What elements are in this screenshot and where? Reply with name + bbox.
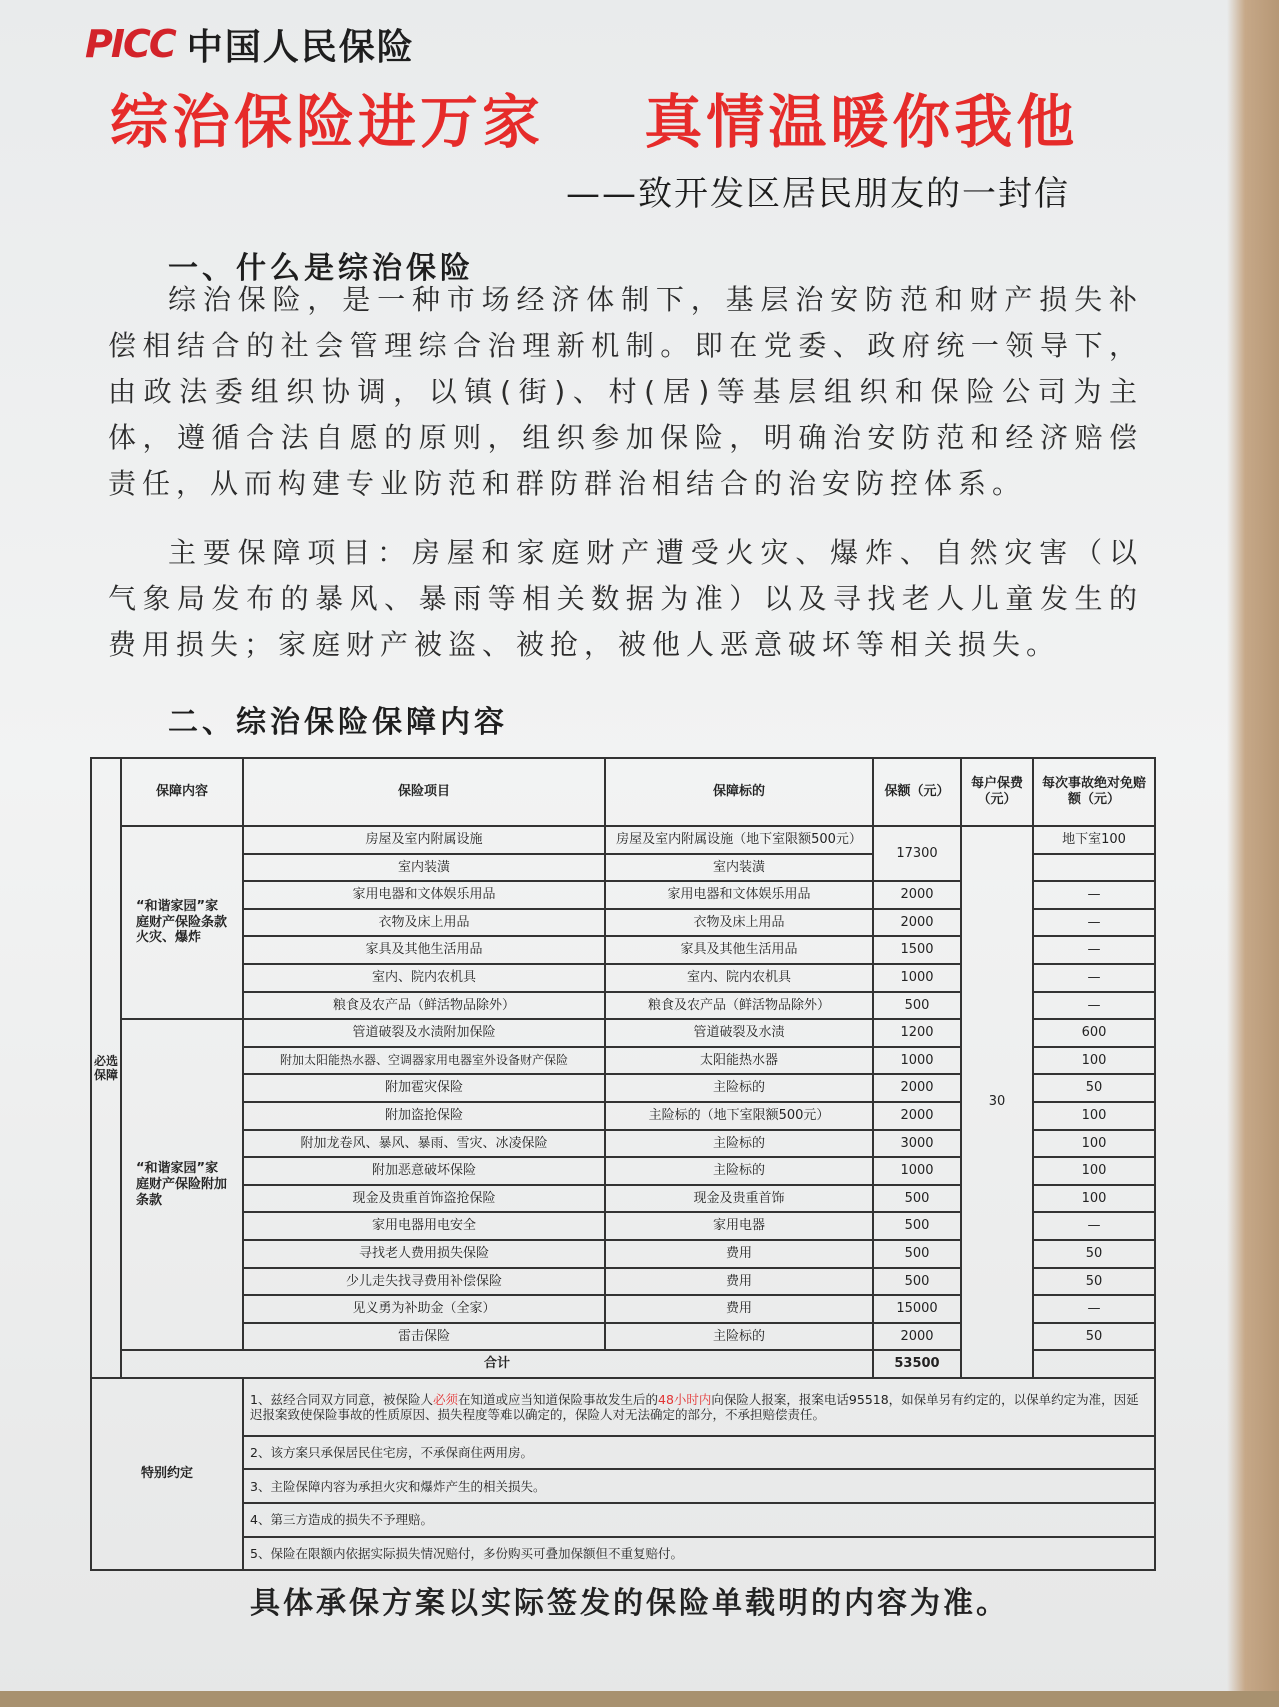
footer-note: 具体承保方案以实际签发的保险单载明的内容为准。 [250, 1586, 1009, 1621]
subject-cell: 家用电器 [605, 1212, 873, 1240]
amount-cell: 2000 [873, 881, 961, 909]
deductible-cell: — [1033, 1295, 1155, 1323]
note1-text-e: 向保险人报案，报案电话95518，如保单另有约定的，以保单约定为准，因延迟报案致使保险事故的性质原因、损失程度等难以确定的，保险人对无法确定的部分，不承担赔偿责任。 [250, 1391, 1139, 1422]
subject-cell: 太阳能热水器 [605, 1047, 873, 1075]
item-cell: 管道破裂及水渍附加保险 [243, 1019, 605, 1047]
amount-cell: 500 [873, 992, 961, 1020]
item-cell: 少儿走失找寻费用补偿保险 [243, 1268, 605, 1296]
amount-cell: 1000 [873, 1157, 961, 1185]
item-cell: 室内、院内农机具 [243, 964, 605, 992]
subject-cell: 主险标的 [605, 1323, 873, 1351]
company-name: 中国人民保险 [186, 26, 415, 68]
subject-cell: 家具及其他生活用品 [605, 936, 873, 964]
coverage-table-wrap [90, 757, 1154, 1561]
subject-cell: 衣物及床上用品 [605, 909, 873, 937]
item-cell: 见义勇为补助金（全家） [243, 1295, 605, 1323]
deductible-cell: 50 [1033, 1323, 1155, 1351]
background-wood-bottom [0, 1691, 1279, 1707]
deductible-cell: 600 [1033, 1019, 1155, 1047]
deductible-cell: — [1033, 992, 1155, 1020]
picc-logo: PICC [85, 22, 175, 66]
subject-cell: 费用 [605, 1240, 873, 1268]
item-cell: 附加龙卷风、暴风、暴雨、雪灾、冰凌保险 [243, 1130, 605, 1158]
special-note-4: 4、第三方造成的损失不予理赔。 [243, 1503, 1155, 1537]
note1-highlight-48h: 48小时内 [658, 1391, 712, 1407]
deductible-cell [1033, 1350, 1155, 1378]
section2-title: 二、综治保险保障内容 [168, 705, 508, 740]
header-item: 保险项目 [243, 758, 605, 826]
amount-cell: 2000 [873, 1074, 961, 1102]
deductible-cell: 100 [1033, 1130, 1155, 1158]
section1-paragraph-2: 主要保障项目：房屋和家庭财产遭受火灾、爆炸、自然灾害（以气象局发布的暴风、暴雨等相关数据为准）以及寻找老人儿童发生的费用损失；家庭财产被盗、被抢，被他人恶意破坏等相关损失。 [108, 536, 1143, 661]
note1-highlight-must: 必须 [432, 1391, 458, 1407]
header-subject: 保障标的 [605, 758, 873, 826]
amount-cell: 2000 [873, 1323, 961, 1351]
brand-logo [85, 18, 415, 70]
subject-cell: 费用 [605, 1295, 873, 1323]
deductible-cell: 50 [1033, 1074, 1155, 1102]
headline-left: 综治保险进万家 [110, 88, 545, 156]
subject-cell: 主险标的（地下室限额500元） [605, 1102, 873, 1130]
amount-cell: 2000 [873, 1102, 961, 1130]
item-cell: 家用电器和文体娱乐用品 [243, 881, 605, 909]
subject-cell: 主险标的 [605, 1157, 873, 1185]
special-label: 特别约定 [91, 1378, 243, 1570]
note1-text-c: 在知道或应当知道保险事故发生后的 [457, 1391, 658, 1407]
subject-cell: 粮食及农产品（鲜活物品除外） [605, 992, 873, 1020]
deductible-cell: — [1033, 909, 1155, 937]
item-cell: 房屋及室内附属设施 [243, 826, 605, 854]
amount-cell: 500 [873, 1268, 961, 1296]
deductible-cell: — [1033, 964, 1155, 992]
subject-cell: 管道破裂及水渍 [605, 1019, 873, 1047]
special-note-1 [243, 1378, 1155, 1436]
subject-cell: 室内、院内农机具 [605, 964, 873, 992]
section1-title: 一、什么是综治保险 [168, 251, 474, 286]
item-cell: 室内装潢 [243, 854, 605, 882]
deductible-cell: 50 [1033, 1240, 1155, 1268]
note-row [91, 1436, 1155, 1470]
item-cell: 现金及贵重首饰盗抢保险 [243, 1185, 605, 1213]
item-cell: 粮食及农产品（鲜活物品除外） [243, 992, 605, 1020]
subject-cell: 室内装潢 [605, 854, 873, 882]
subject-cell: 房屋及室内附属设施（地下室限额500元） [605, 826, 873, 854]
amount-cell: 1500 [873, 936, 961, 964]
headline-right: 真情温暖你我他 [644, 88, 1079, 156]
deductible-cell: 100 [1033, 1185, 1155, 1213]
subtitle: ——致开发区居民朋友的一封信 [566, 174, 1070, 214]
item-cell: 寻找老人费用损失保险 [243, 1240, 605, 1268]
amount-cell: 3000 [873, 1130, 961, 1158]
header-premium: 每户保费（元） [961, 758, 1033, 826]
deductible-cell: — [1033, 881, 1155, 909]
deductible-cell: — [1033, 936, 1155, 964]
item-cell: 附加雹灾保险 [243, 1074, 605, 1102]
section1-paragraph-1: 综治保险，是一种市场经济体制下，基层治安防范和财产损失补偿相结合的社会管理综合治理新机制。即在党委、政府统一领导下，由政法委组织协调，以镇(街)、村(居)等基层组织和保险公司为主体，遵循合法自愿的原则，组织参加保险，明确治安防范和经济赔偿责任，从而构建专业防范和群防群治相结合的治安防控体系。 [108, 283, 1143, 500]
background-wood [1227, 0, 1279, 1707]
subject-cell: 现金及贵重首饰 [605, 1185, 873, 1213]
subject-cell: 费用 [605, 1268, 873, 1296]
coverage-table [90, 757, 1156, 1571]
deductible-cell: 100 [1033, 1047, 1155, 1075]
special-note-2: 2、该方案只承保居民住宅房，不承保商住两用房。 [243, 1436, 1155, 1470]
item-cell: 附加恶意破坏保险 [243, 1157, 605, 1185]
deductible-cell [1033, 854, 1155, 882]
deductible-cell: 地下室100 [1033, 826, 1155, 854]
table-row [91, 826, 1155, 854]
header-amount: 保额（元） [873, 758, 961, 826]
note-row [91, 1378, 1155, 1436]
item-cell: 家用电器用电安全 [243, 1212, 605, 1240]
required-label: 必选保障 [91, 758, 121, 1378]
subject-cell: 主险标的 [605, 1130, 873, 1158]
total-value: 53500 [873, 1350, 961, 1378]
subject-cell: 家用电器和文体娱乐用品 [605, 881, 873, 909]
group1-label: “和谐家园”家庭财产保险条款火灾、爆炸 [121, 826, 243, 1019]
amount-cell: 1000 [873, 1047, 961, 1075]
header-deductible: 每次事故绝对免赔额（元） [1033, 758, 1155, 826]
total-label: 合计 [121, 1350, 873, 1378]
deductible-cell: 50 [1033, 1268, 1155, 1296]
amount-cell: 2000 [873, 909, 961, 937]
group2-label: “和谐家园”家庭财产保险附加条款 [121, 1019, 243, 1350]
deductible-cell: — [1033, 1212, 1155, 1240]
amount-cell: 15000 [873, 1295, 961, 1323]
special-note-5: 5、保险在限额内依据实际损失情况赔付，多份购买可叠加保额但不重复赔付。 [243, 1537, 1155, 1571]
note1-text-a: 1、兹经合同双方同意，被保险人 [250, 1391, 433, 1407]
item-cell: 家具及其他生活用品 [243, 936, 605, 964]
item-cell: 附加盗抢保险 [243, 1102, 605, 1130]
deductible-cell: 100 [1033, 1102, 1155, 1130]
note-row [91, 1503, 1155, 1537]
premium-cell: 30 [961, 826, 1033, 1378]
subject-cell: 主险标的 [605, 1074, 873, 1102]
note-row [91, 1469, 1155, 1503]
amount-cell: 500 [873, 1212, 961, 1240]
deductible-cell: 100 [1033, 1157, 1155, 1185]
item-cell: 雷击保险 [243, 1323, 605, 1351]
amount-cell: 500 [873, 1240, 961, 1268]
headline [110, 75, 1110, 155]
item-cell: 衣物及床上用品 [243, 909, 605, 937]
amount-cell: 17300 [873, 826, 961, 881]
amount-cell: 1000 [873, 964, 961, 992]
note-row [91, 1537, 1155, 1571]
header-content: 保障内容 [121, 758, 243, 826]
amount-cell: 1200 [873, 1019, 961, 1047]
special-note-3: 3、主险保障内容为承担火灾和爆炸产生的相关损失。 [243, 1469, 1155, 1503]
item-cell: 附加太阳能热水器、空调器家用电器室外设备财产保险 [243, 1047, 605, 1075]
table-header-row [91, 758, 1155, 826]
amount-cell: 500 [873, 1185, 961, 1213]
